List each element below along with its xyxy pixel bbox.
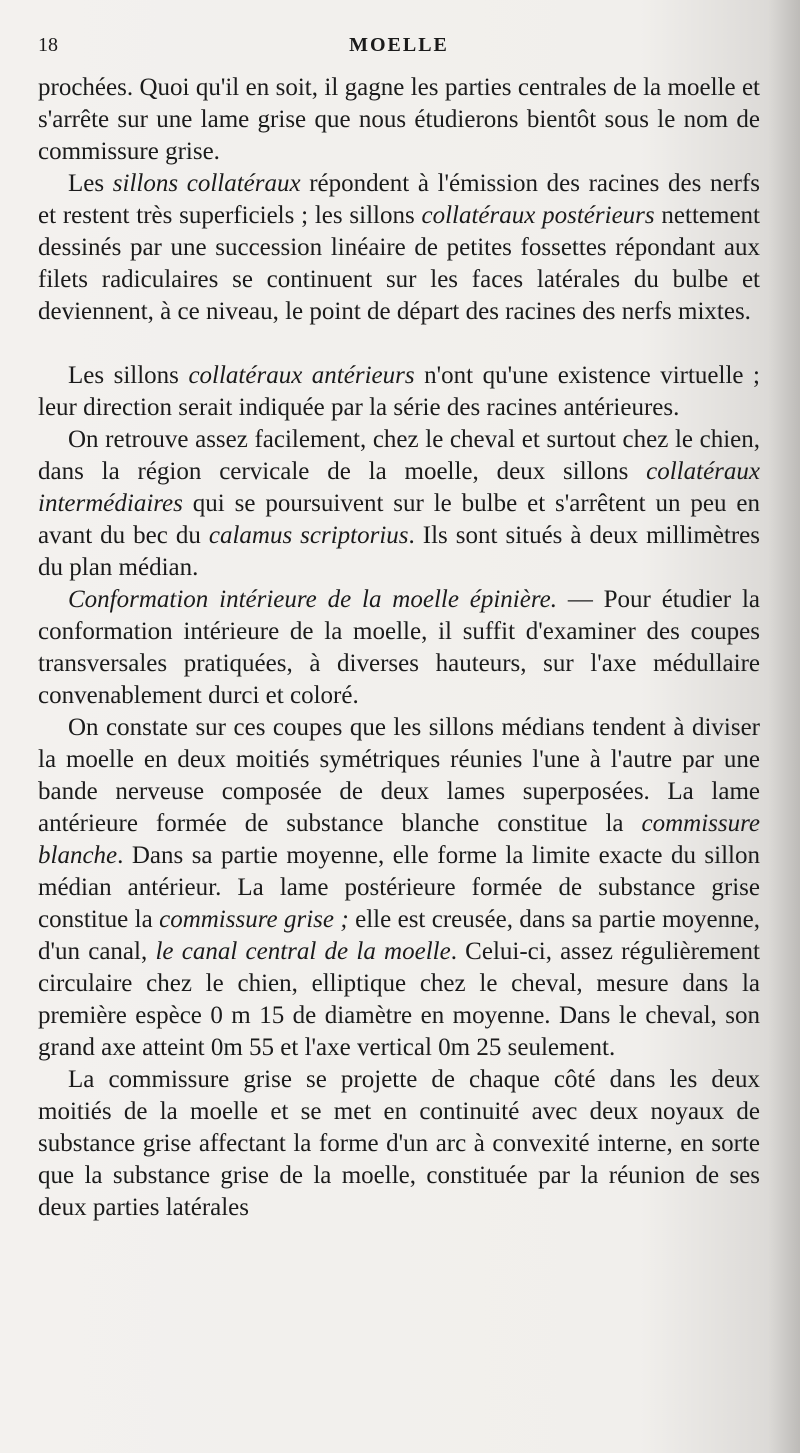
text-segment: répondent à l'émission des racines des nerfs et restent très superficiels ; les sillons: [38, 170, 760, 229]
text-segment: . Ils sont situés à deux millimètres du plan médian.: [38, 522, 760, 581]
text-segment: qui se poursuivent sur le bulbe et s'arrêtent un peu en avant du bec du: [38, 490, 760, 549]
text-segment: Les: [68, 170, 113, 197]
paragraph: [38, 712, 760, 1064]
paragraph: [38, 168, 760, 328]
paragraph: [38, 1064, 760, 1224]
running-title: MOELLE: [349, 34, 449, 56]
text-segment: n'ont qu'une existence virtuelle ; leur direction serait indiquée par la série des racines antérieures.: [38, 362, 760, 421]
italic-text: Conformation intérieure de la moelle épinière.: [68, 586, 557, 613]
text-segment: elle est creusée, dans sa partie moyenne, d'un canal,: [38, 906, 760, 965]
italic-text: le canal central de la moelle: [155, 938, 451, 965]
italic-text: collatéraux intermédiaires: [38, 458, 760, 517]
paragraph: [38, 584, 760, 712]
text-segment: nettement dessinés par une succession linéaire de petites fossettes répondant aux filets radiculaires se continuent sur les faces latérales du bulbe et deviennent, à ce niveau, le point de départ des racines des nerfs mixtes.: [38, 202, 760, 325]
text-segment: On retrouve assez facilement, chez le cheval et surtout chez le chien, dans la région cervicale de la moelle, deux sillons: [38, 426, 760, 485]
paragraph: [38, 72, 760, 168]
text-segment: . Celui-ci, assez régulièrement circulaire chez le chien, elliptique chez le cheval, mesure dans la première espèce 0 m 15 de diamètre en moyenne. Dans le cheval, son grand axe atteint 0m 55 et l'axe vertical 0m 25 seulement.: [38, 938, 760, 1061]
italic-text: sillons collatéraux: [112, 170, 301, 197]
body-text: [38, 72, 760, 1224]
italic-text: calamus scriptorius: [208, 522, 409, 549]
page-number: 18: [38, 34, 58, 56]
italic-text: collatéraux postérieurs: [421, 202, 655, 229]
italic-text: commissure blanche: [38, 810, 760, 869]
text-segment: La commissure grise se projette de chaque côté dans les deux moitiés de la moelle et se met en continuité avec deux noyaux de substance grise affectant la forme d'un arc à convexité interne, en sorte que la substance grise de la moelle, constituée par la réunion de ses deux parties latérales: [38, 1066, 760, 1221]
paragraph: [38, 360, 760, 424]
paragraph: [38, 424, 760, 584]
italic-text: collatéraux antérieurs: [188, 362, 415, 389]
text-segment: . Dans sa partie moyenne, elle forme la limite exacte du sillon médian antérieur. La lame postérieure formée de substance grise constitue la: [38, 842, 760, 933]
italic-text: commissure grise ;: [159, 906, 349, 933]
text-segment: prochées. Quoi qu'il en soit, il gagne les parties centrales de la moelle et s'arrête sur une lame grise que nous étudierons bientôt sous le nom de commissure grise.: [38, 74, 760, 165]
text-segment: On constate sur ces coupes que les sillons médians tendent à diviser la moelle en deux moitiés symétriques réunies l'une à l'autre par une bande nerveuse composée de deux lames superposées. La lame antérieure formée de substance blanche constitue la: [38, 714, 760, 837]
text-segment: Les sillons: [68, 362, 189, 389]
page-header: [38, 34, 760, 60]
text-segment: — Pour étudier la conformation intérieure de la moelle, il suffit d'examiner des coupes transversales pratiquées, à diverses hauteurs, sur l'axe médullaire convenablement durci et coloré.: [38, 586, 760, 709]
